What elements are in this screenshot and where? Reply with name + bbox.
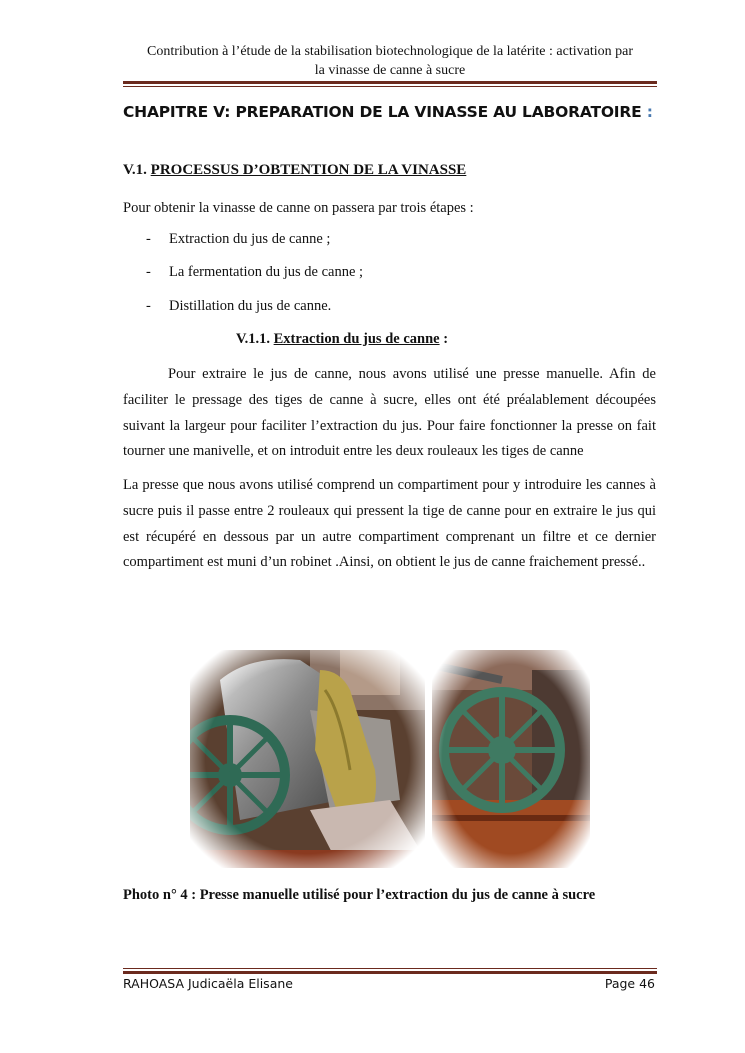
list-dash: - [146,264,151,280]
list-item-text: La fermentation du jus de canne ; [169,264,364,280]
header-rule-thick [123,81,657,84]
list-item-text: Distillation du jus de canne. [169,298,332,314]
list-dash: - [146,231,151,247]
body-paragraph-1: Pour extraire le jus de canne, nous avons utilisé une presse manuelle. Afin de faciliter le pressage des tiges de canne à sucre, elles ont été préalablement découpées suivant la largeur pour faciliter l’extraction du jus. Pour faire fonctionner la presse on fait tourner une manivelle, et on introduit entre les deux rouleaux les tiges de canne [123,366,656,460]
footer-rule-thick [123,971,657,974]
photo-press-left [190,650,425,868]
photo-figure [190,650,590,868]
footer-rule-thin [123,968,657,969]
list-item [146,264,363,281]
subsection-heading [236,331,448,348]
list-item-text: Extraction du jus de canne ; [169,231,331,247]
photo-press-right [432,650,590,868]
footer-page-number: Page 46 [604,976,655,991]
subsection-number: V.1.1. [236,331,270,347]
footer-author: RAHOASA Judicaëla Elisane [123,976,293,991]
body-paragraph-2: La presse que nous avons utilisé comprend un compartiment pour y introduire les cannes à sucre puis il passe entre 2 rouleaux qui pressent la tige de canne pour en extraire le jus qui est récupéré en dessous par un autre compartiment comprenant un filtre et ce dernier compartiment est muni d’un robinet .Ainsi, on obtient le jus de canne fraichement pressé.. [123,477,656,571]
header-line-2: la vinasse de canne à sucre [314,63,466,78]
subsection-suffix: : [439,331,449,347]
list-dash: - [146,298,151,314]
section-heading [123,162,466,179]
list-item [146,231,330,248]
chapter-title [123,103,653,121]
header-line-1: Contribution à l’étude de la stabilisation biotechnologique de la latérite : activation par [147,44,633,59]
section-number: V.1. [123,162,147,178]
header-rule-thin [123,86,657,87]
section-title: PROCESSUS D’OBTENTION DE LA VINASSE [150,162,467,178]
chapter-title-colon: : [646,103,653,121]
running-header [123,42,657,80]
subsection-title: Extraction du jus de canne [273,331,440,347]
list-item [146,298,331,315]
photo-caption: Photo n° 4 : Presse manuelle utilisé pour l’extraction du jus de canne à sucre [123,887,596,903]
intro-paragraph: Pour obtenir la vinasse de canne on passera par trois étapes : [123,200,474,216]
chapter-title-text: CHAPITRE V: PREPARATION DE LA VINASSE AU LABORATOIRE [123,103,642,121]
